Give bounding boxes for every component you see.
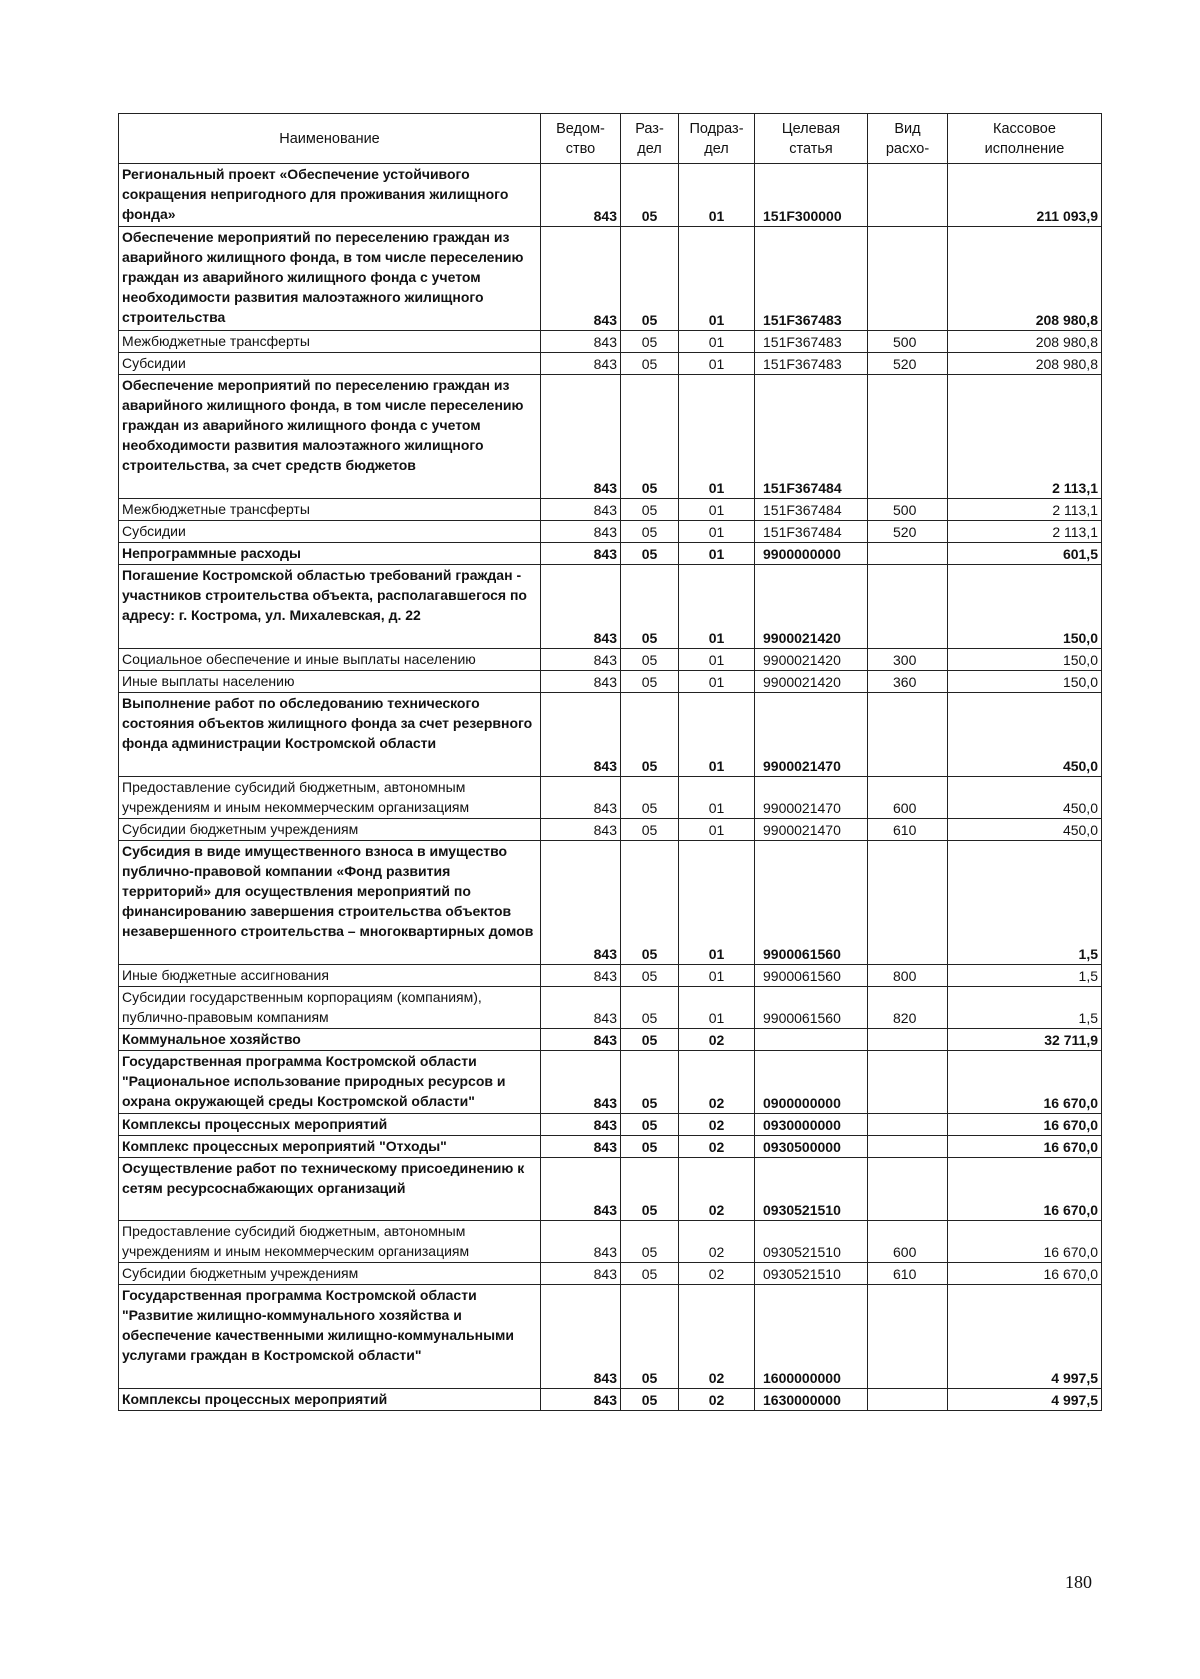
- row-expense-type: [868, 543, 948, 565]
- row-subsection: 02: [679, 1285, 755, 1389]
- row-cash-execution: 450,0: [948, 819, 1102, 841]
- row-cash-execution: 208 980,8: [948, 227, 1102, 331]
- row-subsection: 01: [679, 565, 755, 649]
- row-section: 05: [621, 1221, 679, 1263]
- table-row: [119, 521, 1102, 543]
- row-subsection: 02: [679, 1029, 755, 1051]
- table-row: [119, 1029, 1102, 1051]
- row-section: 05: [621, 1285, 679, 1389]
- row-department: 843: [541, 649, 621, 671]
- table-row: [119, 565, 1102, 649]
- row-section: 05: [621, 1389, 679, 1411]
- row-cash-execution: 208 980,8: [948, 353, 1102, 375]
- row-cash-execution: 32 711,9: [948, 1029, 1102, 1051]
- table-row: [119, 1389, 1102, 1411]
- row-department: 843: [541, 1285, 621, 1389]
- row-name: Межбюджетные трансферты: [119, 331, 541, 353]
- table-row: [119, 1263, 1102, 1285]
- row-target-article: 9900021470: [755, 777, 868, 819]
- row-expense-type: 300: [868, 649, 948, 671]
- row-section: 05: [621, 543, 679, 565]
- row-department: 843: [541, 1136, 621, 1158]
- row-expense-type: 520: [868, 521, 948, 543]
- row-target-article: 9900021420: [755, 649, 868, 671]
- row-target-article: 1600000000: [755, 1285, 868, 1389]
- table-row: [119, 671, 1102, 693]
- row-name: Государственная программа Костромской области "Развитие жилищно-коммунального хозяйства и обеспечение качественными жилищно-коммунальными услугами граждан в Костромской области": [119, 1285, 541, 1389]
- row-subsection: 01: [679, 965, 755, 987]
- row-target-article: 1630000000: [755, 1389, 868, 1411]
- row-department: 843: [541, 375, 621, 499]
- row-cash-execution: 16 670,0: [948, 1263, 1102, 1285]
- row-section: 05: [621, 841, 679, 965]
- row-expense-type: 520: [868, 353, 948, 375]
- row-cash-execution: 150,0: [948, 649, 1102, 671]
- header-target-article: Целевая статья: [755, 114, 868, 164]
- row-subsection: 01: [679, 331, 755, 353]
- row-expense-type: 610: [868, 819, 948, 841]
- table-row: [119, 1285, 1102, 1389]
- row-name: Социальное обеспечение и иные выплаты населению: [119, 649, 541, 671]
- row-section: 05: [621, 1029, 679, 1051]
- row-section: 05: [621, 521, 679, 543]
- table-row: [119, 543, 1102, 565]
- row-department: 843: [541, 353, 621, 375]
- row-department: 843: [541, 841, 621, 965]
- row-target-article: 9900021470: [755, 693, 868, 777]
- row-subsection: 01: [679, 375, 755, 499]
- row-name: Комплекс процессных мероприятий "Отходы": [119, 1136, 541, 1158]
- row-name: Межбюджетные трансферты: [119, 499, 541, 521]
- table-row: [119, 1051, 1102, 1114]
- row-department: 843: [541, 1114, 621, 1136]
- row-subsection: 01: [679, 777, 755, 819]
- row-name: Осуществление работ по техническому присоединению к сетям ресурсоснабжающих организаций: [119, 1158, 541, 1221]
- row-section: 05: [621, 777, 679, 819]
- row-name: Обеспечение мероприятий по переселению граждан из аварийного жилищного фонда, в том числе переселению граждан из аварийного жилищного фонда с учетом необходимости развития малоэтажного жилищного строительства: [119, 227, 541, 331]
- row-cash-execution: 4 997,5: [948, 1285, 1102, 1389]
- row-name: Комплексы процессных мероприятий: [119, 1114, 541, 1136]
- row-department: 843: [541, 1263, 621, 1285]
- row-subsection: 02: [679, 1221, 755, 1263]
- row-expense-type: [868, 1029, 948, 1051]
- row-department: 843: [541, 227, 621, 331]
- header-department: Ведом- ство: [541, 114, 621, 164]
- row-subsection: 02: [679, 1136, 755, 1158]
- row-section: 05: [621, 353, 679, 375]
- row-subsection: 01: [679, 693, 755, 777]
- table-row: [119, 164, 1102, 227]
- row-name: Субсидии бюджетным учреждениям: [119, 1263, 541, 1285]
- row-cash-execution: 150,0: [948, 671, 1102, 693]
- row-section: 05: [621, 227, 679, 331]
- table-row: [119, 987, 1102, 1029]
- row-subsection: 01: [679, 353, 755, 375]
- row-subsection: 01: [679, 164, 755, 227]
- row-target-article: 9900061560: [755, 965, 868, 987]
- row-expense-type: [868, 227, 948, 331]
- row-expense-type: 500: [868, 499, 948, 521]
- table-row: [119, 819, 1102, 841]
- row-department: 843: [541, 565, 621, 649]
- row-section: 05: [621, 819, 679, 841]
- row-target-article: 151F367484: [755, 375, 868, 499]
- row-cash-execution: 16 670,0: [948, 1136, 1102, 1158]
- row-target-article: 9900061560: [755, 841, 868, 965]
- table-row: [119, 841, 1102, 965]
- row-expense-type: 800: [868, 965, 948, 987]
- row-subsection: 01: [679, 521, 755, 543]
- row-cash-execution: 1,5: [948, 965, 1102, 987]
- row-expense-type: 500: [868, 331, 948, 353]
- row-expense-type: [868, 164, 948, 227]
- row-target-article: 0930000000: [755, 1114, 868, 1136]
- row-subsection: 01: [679, 671, 755, 693]
- row-target-article: 0930500000: [755, 1136, 868, 1158]
- row-target-article: 151F367483: [755, 353, 868, 375]
- row-name: Региональный проект «Обеспечение устойчивого сокращения непригодного для проживания жилищного фонда»: [119, 164, 541, 227]
- row-expense-type: [868, 1136, 948, 1158]
- row-department: 843: [541, 819, 621, 841]
- row-subsection: 02: [679, 1158, 755, 1221]
- row-expense-type: [868, 841, 948, 965]
- row-department: 843: [541, 1051, 621, 1114]
- row-name: Субсидии: [119, 353, 541, 375]
- row-section: 05: [621, 1136, 679, 1158]
- row-department: 843: [541, 164, 621, 227]
- budget-table: [118, 113, 1102, 1411]
- row-subsection: 02: [679, 1114, 755, 1136]
- table-row: [119, 649, 1102, 671]
- row-expense-type: [868, 565, 948, 649]
- row-target-article: 151F367483: [755, 227, 868, 331]
- header-cash-execution: Кассовое исполнение: [948, 114, 1102, 164]
- row-name: Субсидии бюджетным учреждениям: [119, 819, 541, 841]
- row-cash-execution: 208 980,8: [948, 331, 1102, 353]
- table-row: [119, 1158, 1102, 1221]
- row-section: 05: [621, 965, 679, 987]
- table-row: [119, 693, 1102, 777]
- row-department: 843: [541, 965, 621, 987]
- header-section: Раз- дел: [621, 114, 679, 164]
- row-department: 843: [541, 987, 621, 1029]
- row-cash-execution: 2 113,1: [948, 499, 1102, 521]
- row-subsection: 02: [679, 1263, 755, 1285]
- row-expense-type: [868, 693, 948, 777]
- row-cash-execution: 450,0: [948, 777, 1102, 819]
- row-name: Предоставление субсидий бюджетным, автономным учреждениям и иным некоммерческим организациям: [119, 777, 541, 819]
- row-section: 05: [621, 1051, 679, 1114]
- row-expense-type: [868, 1158, 948, 1221]
- row-target-article: 151F367484: [755, 499, 868, 521]
- row-cash-execution: 16 670,0: [948, 1158, 1102, 1221]
- header-name: Наименование: [119, 114, 541, 164]
- row-department: 843: [541, 671, 621, 693]
- row-name: Иные выплаты населению: [119, 671, 541, 693]
- row-subsection: 01: [679, 649, 755, 671]
- row-cash-execution: 211 093,9: [948, 164, 1102, 227]
- row-cash-execution: 450,0: [948, 693, 1102, 777]
- row-section: 05: [621, 649, 679, 671]
- row-target-article: 151F300000: [755, 164, 868, 227]
- row-target-article: 9900021470: [755, 819, 868, 841]
- page-number: 180: [1065, 1572, 1092, 1592]
- row-expense-type: [868, 1051, 948, 1114]
- row-target-article: 0900000000: [755, 1051, 868, 1114]
- row-department: 843: [541, 543, 621, 565]
- row-expense-type: [868, 1285, 948, 1389]
- row-subsection: 01: [679, 227, 755, 331]
- row-section: 05: [621, 375, 679, 499]
- row-section: 05: [621, 1158, 679, 1221]
- table-row: [119, 227, 1102, 331]
- row-department: 843: [541, 1221, 621, 1263]
- table-row: [119, 1221, 1102, 1263]
- row-cash-execution: 16 670,0: [948, 1051, 1102, 1114]
- row-expense-type: 610: [868, 1263, 948, 1285]
- row-subsection: 01: [679, 987, 755, 1029]
- row-department: 843: [541, 1158, 621, 1221]
- row-section: 05: [621, 987, 679, 1029]
- row-target-article: 9900021420: [755, 565, 868, 649]
- table-row: [119, 331, 1102, 353]
- table-row: [119, 1136, 1102, 1158]
- row-cash-execution: 150,0: [948, 565, 1102, 649]
- row-expense-type: 360: [868, 671, 948, 693]
- row-name: Погашение Костромской областью требований граждан - участников строительства объекта, располагавшегося по адресу: г. Кострома, ул. Михалевская, д. 22: [119, 565, 541, 649]
- header-row: [119, 114, 1102, 164]
- row-section: 05: [621, 164, 679, 227]
- row-subsection: 02: [679, 1389, 755, 1411]
- row-subsection: 01: [679, 499, 755, 521]
- row-name: Предоставление субсидий бюджетным, автономным учреждениям и иным некоммерческим организациям: [119, 1221, 541, 1263]
- row-cash-execution: 1,5: [948, 987, 1102, 1029]
- row-section: 05: [621, 1263, 679, 1285]
- row-section: 05: [621, 331, 679, 353]
- row-expense-type: [868, 375, 948, 499]
- row-section: 05: [621, 565, 679, 649]
- row-name: Государственная программа Костромской области "Рациональное использование природных ресурсов и охрана окружающей среды Костромской области": [119, 1051, 541, 1114]
- row-cash-execution: 2 113,1: [948, 521, 1102, 543]
- row-subsection: 02: [679, 1051, 755, 1114]
- row-cash-execution: 2 113,1: [948, 375, 1102, 499]
- row-department: 843: [541, 693, 621, 777]
- row-target-article: [755, 1029, 868, 1051]
- row-expense-type: [868, 1389, 948, 1411]
- row-name: Выполнение работ по обследованию технического состояния объектов жилищного фонда за счет резервного фонда администрации Костромской области: [119, 693, 541, 777]
- row-target-article: 9900061560: [755, 987, 868, 1029]
- row-name: Обеспечение мероприятий по переселению граждан из аварийного жилищного фонда, в том числе переселению граждан из аварийного жилищного фонда с учетом необходимости развития малоэтажного жилищного строительства, за счет средств бюджетов: [119, 375, 541, 499]
- row-cash-execution: 1,5: [948, 841, 1102, 965]
- row-name: Субсидия в виде имущественного взноса в имущество публично-правовой компании «Фонд развития территорий» для осуществления мероприятий по финансированию завершения строительства объектов незавершенного строительства – многоквартирных домов: [119, 841, 541, 965]
- row-section: 05: [621, 1114, 679, 1136]
- row-target-article: 0930521510: [755, 1263, 868, 1285]
- row-name: Коммунальное хозяйство: [119, 1029, 541, 1051]
- table-row: [119, 375, 1102, 499]
- row-target-article: 0930521510: [755, 1158, 868, 1221]
- row-cash-execution: 16 670,0: [948, 1221, 1102, 1263]
- row-subsection: 01: [679, 543, 755, 565]
- row-subsection: 01: [679, 819, 755, 841]
- row-department: 843: [541, 777, 621, 819]
- row-expense-type: 820: [868, 987, 948, 1029]
- row-target-article: 0930521510: [755, 1221, 868, 1263]
- table-row: [119, 499, 1102, 521]
- row-expense-type: 600: [868, 777, 948, 819]
- header-expense-type: Вид расхо-: [868, 114, 948, 164]
- table-row: [119, 777, 1102, 819]
- table-row: [119, 965, 1102, 987]
- row-name: Комплексы процессных мероприятий: [119, 1389, 541, 1411]
- row-target-article: 151F367484: [755, 521, 868, 543]
- row-cash-execution: 16 670,0: [948, 1114, 1102, 1136]
- row-section: 05: [621, 671, 679, 693]
- row-department: 843: [541, 331, 621, 353]
- row-section: 05: [621, 693, 679, 777]
- row-name: Непрограммные расходы: [119, 543, 541, 565]
- row-target-article: 9900000000: [755, 543, 868, 565]
- row-department: 843: [541, 521, 621, 543]
- row-name: Субсидии: [119, 521, 541, 543]
- row-department: 843: [541, 499, 621, 521]
- table-row: [119, 1114, 1102, 1136]
- row-name: Субсидии государственным корпорациям (компаниям), публично-правовым компаниям: [119, 987, 541, 1029]
- row-cash-execution: 601,5: [948, 543, 1102, 565]
- row-cash-execution: 4 997,5: [948, 1389, 1102, 1411]
- row-section: 05: [621, 499, 679, 521]
- header-subsection: Подраз- дел: [679, 114, 755, 164]
- row-name: Иные бюджетные ассигнования: [119, 965, 541, 987]
- row-target-article: 9900021420: [755, 671, 868, 693]
- row-expense-type: [868, 1114, 948, 1136]
- table-row: [119, 353, 1102, 375]
- row-department: 843: [541, 1029, 621, 1051]
- row-department: 843: [541, 1389, 621, 1411]
- row-subsection: 01: [679, 841, 755, 965]
- row-expense-type: 600: [868, 1221, 948, 1263]
- row-target-article: 151F367483: [755, 331, 868, 353]
